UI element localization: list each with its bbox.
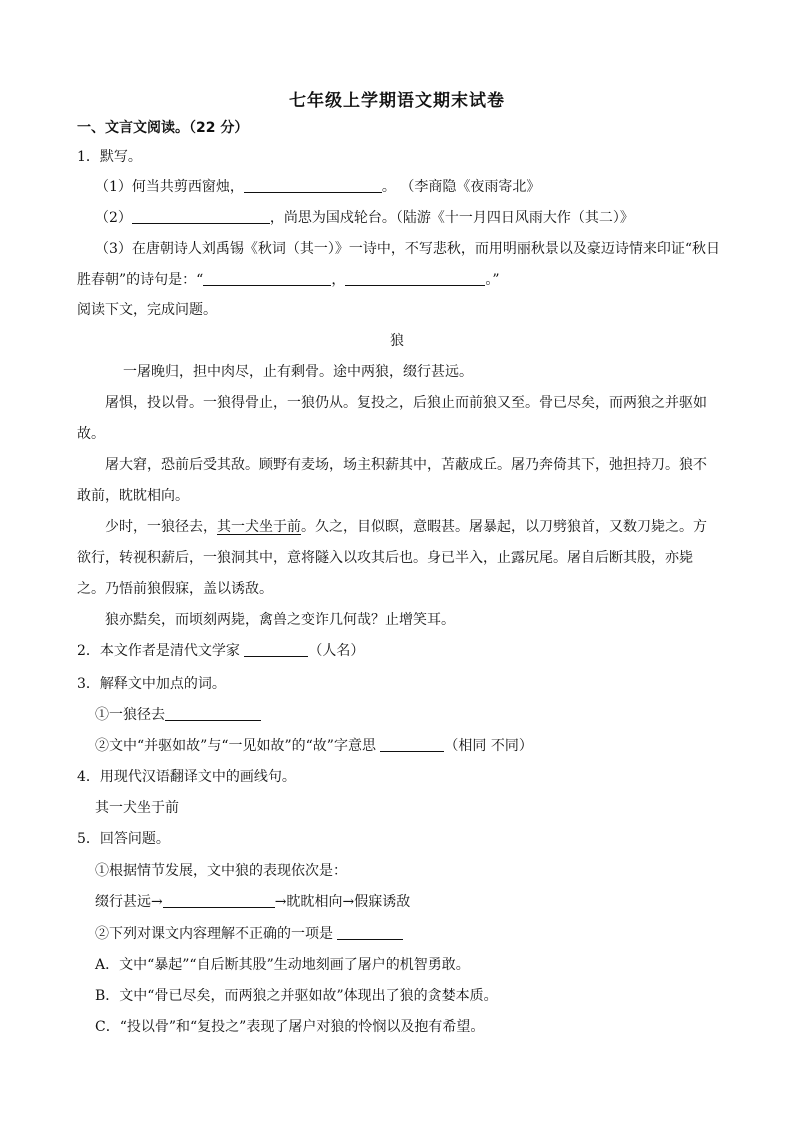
q1-line3-cont	[77, 270, 500, 290]
close-quote: 。”	[485, 272, 500, 288]
answer-blank[interactable]	[163, 893, 275, 908]
q5-item1: ①根据情节发展，文中狼的表现依次是：	[95, 863, 347, 879]
passage-paragraph-4-cont: 欲行，转视积薪后，一狼洞其中，意将隧入以攻其后也。身已半入，止露尻尾。屠自后断其股，亦毙	[77, 550, 693, 566]
q5-option-a[interactable]: A．文中“暴起”“自后断其股”生动地刻画了屠户的机智勇敢。	[95, 957, 470, 973]
q2-text: 2．本文作者是清代文学家	[77, 643, 245, 659]
q5-option-c[interactable]: C．“投以骨”和“复投之”表现了屠户对狼的怜悯以及抱有希望。	[95, 1019, 485, 1035]
q2	[77, 641, 364, 661]
comma: ，	[331, 272, 346, 288]
q3-item1-text: ①一狼径去	[95, 707, 165, 723]
q3-item2-choices: （相同 不同）	[444, 738, 533, 754]
section-heading: 一、文言文阅读。（22 分）	[77, 120, 249, 136]
answer-blank[interactable]	[244, 178, 382, 193]
q3-label: 3．解释文中加点的词。	[77, 676, 226, 692]
passage-paragraph-3: 屠大窘，恐前后受其敌。顾野有麦场，场主积薪其中，苫蔽成丘。屠乃奔倚其下，弛担持刀。狼不	[105, 457, 707, 473]
q5-option-b[interactable]: B．文中“骨已尽矣，而两狼之并驱如故”体现出了狼的贪婪本质。	[95, 988, 498, 1004]
q1-line1	[95, 177, 540, 197]
q1-line2-text: ，尚思为国戍轮台。（陆游《十一月四日风雨大作（其二）》	[269, 210, 634, 226]
passage-paragraph-1: 一屠晚归，担中肉尽，止有剩骨。途中两狼，缀行甚远。	[123, 364, 473, 380]
q1-line3-text: 胜春朝”的诗句是：“	[77, 272, 204, 288]
answer-blank[interactable]	[244, 642, 308, 657]
q3-item1	[95, 705, 261, 725]
answer-blank[interactable]	[132, 209, 270, 224]
passage-paragraph-5: 狼亦黠矣，而顷刻两毙，禽兽之变诈几何哉？止增笑耳。	[105, 612, 455, 628]
passage-paragraph-3-cont: 敢前，眈眈相向。	[77, 488, 189, 504]
q1-label: 1．默写。	[77, 149, 142, 165]
passage-paragraph-4	[105, 517, 707, 537]
reading-intro: 阅读下文，完成问题。	[77, 302, 217, 318]
page-title: 七年级上学期语文期末试卷	[289, 91, 505, 111]
q1-line2-num: （2）	[95, 210, 132, 226]
answer-blank[interactable]	[345, 271, 485, 286]
p4-text: 少时，一狼径去，	[105, 519, 217, 535]
passage-title: 狼	[390, 333, 404, 349]
p4-text-cont: 。久之，目似瞑，意暇甚。屠暴起，以刀劈狼首，又数刀毙之。方	[301, 519, 707, 535]
q2-hint: （人名）	[308, 643, 365, 659]
underlined-sentence: 其一犬坐于前	[217, 519, 301, 535]
q5-item2	[95, 924, 403, 944]
passage-paragraph-2: 屠惧，投以骨。一狼得骨止，一狼仍从。复投之，后狼止而前狼又至。骨已尽矣，而两狼之并驱如	[105, 395, 707, 411]
answer-blank[interactable]	[203, 271, 331, 286]
q3-item2	[95, 736, 533, 756]
answer-blank[interactable]	[337, 925, 403, 940]
q5-sequence-end: →眈眈相向→假寐诱敌	[274, 894, 411, 910]
passage-paragraph-2-cont: 故。	[77, 426, 105, 442]
q5-sequence-start: 缀行甚远→	[95, 894, 163, 910]
q5-label: 5．回答问题。	[77, 831, 170, 847]
q4-sentence: 其一犬坐于前	[95, 800, 179, 816]
q5-sequence	[95, 892, 410, 912]
q4-label: 4．用现代汉语翻译文中的画线句。	[77, 769, 296, 785]
q3-item2-text: ②文中“并驱如故”与“一见如故”的“故”字意思	[95, 738, 381, 754]
q5-item2-text: ②下列对课文内容理解不正确的一项是	[95, 926, 338, 942]
q1-line3: （3）在唐朝诗人刘禹锡《秋词（其一）》一诗中，不写悲秋，而用明丽秋景以及豪迈诗情来印证“秋日	[95, 241, 721, 257]
answer-blank[interactable]	[165, 706, 261, 721]
q1-line1-text: （1）何当共剪西窗烛，	[95, 179, 244, 195]
passage-paragraph-4-cont2: 之。乃悟前狼假寐，盖以诱敌。	[77, 581, 273, 597]
q1-line1-source: 。 （李商隐《夜雨寄北》	[381, 179, 541, 195]
answer-blank[interactable]	[380, 737, 444, 752]
q1-line2	[95, 208, 634, 228]
